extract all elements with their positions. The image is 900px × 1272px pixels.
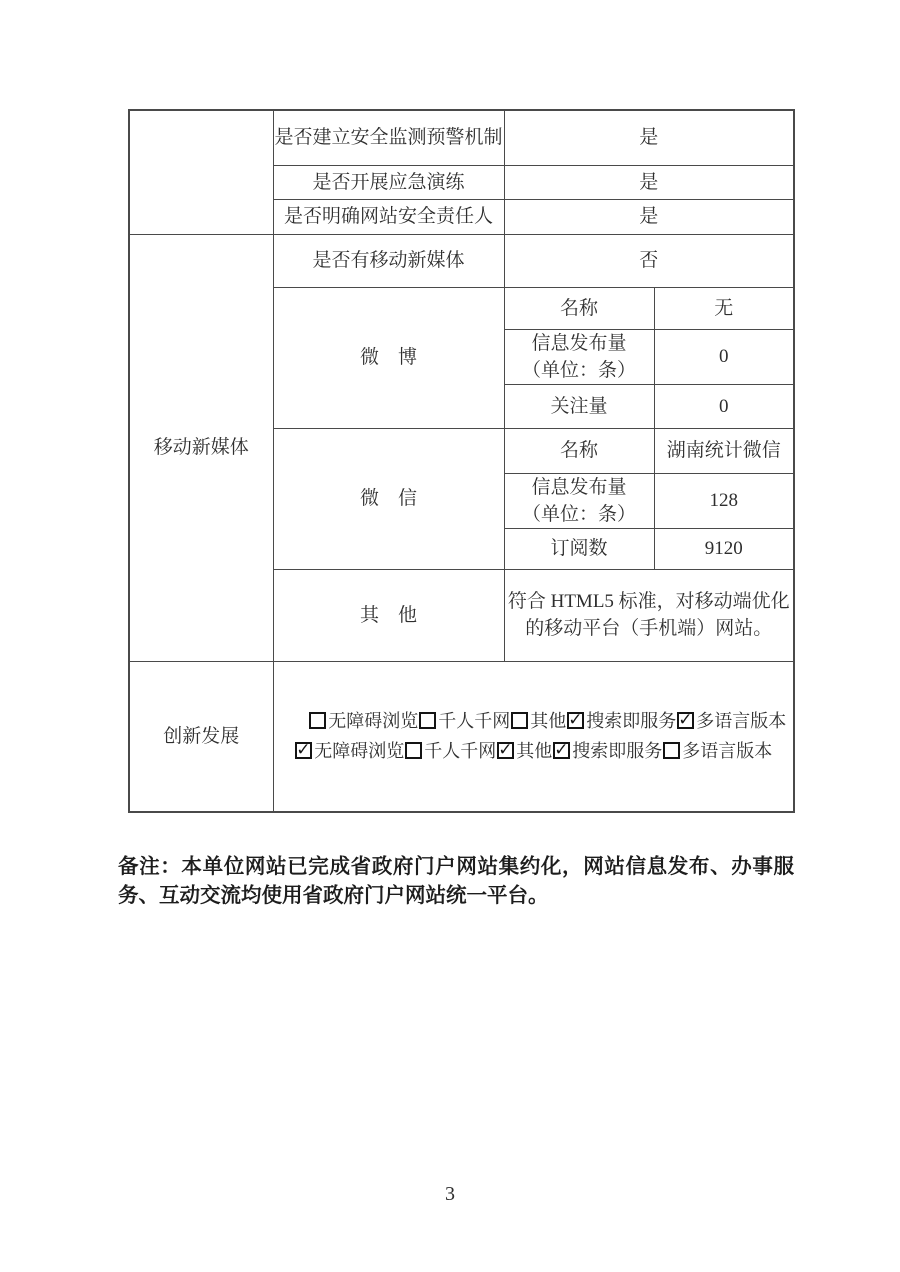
weibo-posts-value: 0 xyxy=(654,329,794,384)
checkbox-icon xyxy=(405,742,422,759)
checkbox-label: 无障碍浏览 xyxy=(328,711,419,732)
weibo-label-cell: 微 博 xyxy=(273,287,504,428)
checkbox-icon xyxy=(309,712,326,729)
weibo-posts-label xyxy=(504,329,654,384)
remark-note: 备注：本单位网站已完成省政府门户网站集约化，网站信息发布、办事服务、互动交流均使用省政府门户网站统一平台。 xyxy=(118,856,794,907)
wechat-posts-label-line2: （单位：条） xyxy=(521,503,636,525)
weibo-posts-label-line2: （单位：条） xyxy=(521,359,636,381)
weibo-followers-value: 0 xyxy=(654,384,794,428)
section-cell-innovation: 创新发展 xyxy=(129,661,273,812)
checkbox-label: 搜索即服务 xyxy=(586,711,677,732)
other-value-cell: 符合 HTML5 标准，对移动端优化的移动平台（手机端）网站。 xyxy=(504,569,794,661)
innovation-option-line-2 xyxy=(274,736,794,766)
wechat-name-value: 湖南统计微信 xyxy=(654,428,794,473)
table-row xyxy=(129,110,794,165)
wechat-subscribers-label: 订阅数 xyxy=(504,528,654,569)
section-cell-empty xyxy=(129,110,273,234)
checkbox-label: 千人千网 xyxy=(438,711,511,732)
checkbox-icon xyxy=(553,742,570,759)
innovation-option-line-1 xyxy=(274,706,794,736)
checkbox-icon xyxy=(295,742,312,759)
wechat-name-label: 名称 xyxy=(504,428,654,473)
security-question-2: 是否开展应急演练 xyxy=(273,165,504,199)
security-answer-3: 是 xyxy=(504,199,794,234)
security-answer-2: 是 xyxy=(504,165,794,199)
checkbox-label: 搜索即服务 xyxy=(572,741,663,762)
other-label-cell: 其 他 xyxy=(273,569,504,661)
wechat-posts-label xyxy=(504,473,654,528)
innovation-options-cell xyxy=(273,661,794,812)
security-answer-1: 是 xyxy=(504,110,794,165)
table-row xyxy=(129,661,794,812)
checkbox-icon xyxy=(567,712,584,729)
table-row xyxy=(129,234,794,287)
annual-report-table xyxy=(128,109,795,813)
checkbox-icon xyxy=(419,712,436,729)
checkbox-icon xyxy=(497,742,514,759)
weibo-name-label: 名称 xyxy=(504,287,654,329)
section-cell-mobile-media: 移动新媒体 xyxy=(129,234,273,661)
wechat-posts-value: 128 xyxy=(654,473,794,528)
checkbox-icon xyxy=(663,742,680,759)
has-new-media-question: 是否有移动新媒体 xyxy=(273,234,504,287)
weibo-posts-label-line1: 信息发布量 xyxy=(531,332,627,354)
checkbox-label: 多语言版本 xyxy=(682,741,773,762)
checkbox-label: 多语言版本 xyxy=(696,711,787,732)
checkbox-label: 千人千网 xyxy=(424,741,497,762)
checkbox-label: 无障碍浏览 xyxy=(314,741,405,762)
checkbox-label: 其他 xyxy=(530,711,567,732)
has-new-media-answer: 否 xyxy=(504,234,794,287)
checkbox-icon xyxy=(511,712,528,729)
wechat-subscribers-value: 9120 xyxy=(654,528,794,569)
checkbox-icon xyxy=(677,712,694,729)
security-question-3: 是否明确网站安全责任人 xyxy=(273,199,504,234)
wechat-label-cell: 微 信 xyxy=(273,428,504,569)
checkbox-label: 其他 xyxy=(516,741,553,762)
page-number: 3 xyxy=(445,1183,455,1205)
security-question-1: 是否建立安全监测预警机制 xyxy=(273,110,504,165)
wechat-posts-label-line1: 信息发布量 xyxy=(531,476,627,498)
weibo-name-value: 无 xyxy=(654,287,794,329)
weibo-followers-label: 关注量 xyxy=(504,384,654,428)
